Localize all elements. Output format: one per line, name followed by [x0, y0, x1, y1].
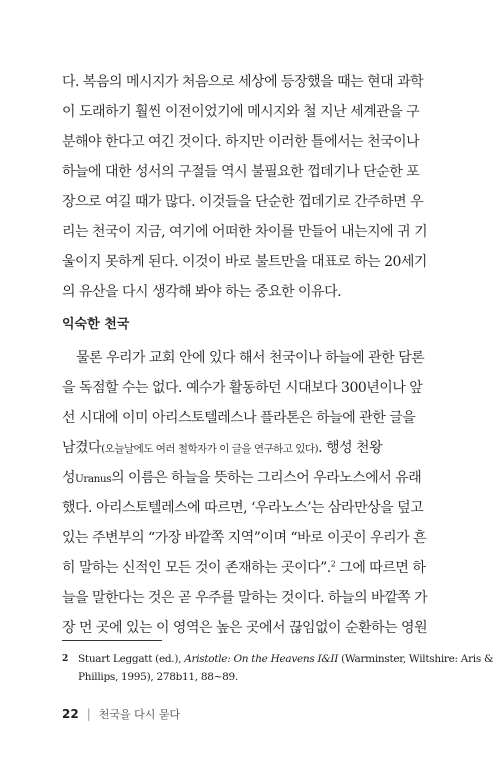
- body-text-line: [62, 471, 438, 485]
- body-text-line: 선 시대에 이미 아리스토텔레스나 플라톤은 하늘에 관한 글을: [62, 410, 416, 426]
- text-span: 남겼다: [62, 440, 102, 456]
- section-heading: 익숙한 천국: [62, 317, 130, 332]
- footer-separator: |: [86, 707, 91, 721]
- body-text-line: 했다. 아리스토텔레스에 따르면, ‘우라노스’는 삼라만상을 덮고: [62, 500, 424, 516]
- body-text-line: 하늘에 대한 성서의 구절들 역시 불필요한 껍데기나 단순한 포: [62, 164, 420, 180]
- body-text-line: 이 도래하기 훨씬 이전이었기에 메시지와 철 지난 세계관을 구: [62, 104, 420, 120]
- body-text-line: 리는 천국이 지금, 여기에 어떠한 차이를 만들어 내는지에 귀 기: [62, 224, 428, 240]
- body-text-line: 물론 우리가 교회 안에 있다 해서 천국이나 하늘에 관한 담론: [76, 350, 425, 366]
- text-span: . 행성 천왕: [318, 440, 383, 456]
- parenthetical-note: (오늘날에도 여러 철학자가 이 글을 연구하고 있다): [101, 443, 319, 455]
- footnote-number: 2: [62, 654, 69, 664]
- running-title: 천국을 다시 묻다: [98, 708, 181, 721]
- footnote-reference[interactable]: 2: [330, 559, 336, 569]
- text-span: 의 이름은 하늘을 뜻하는 그리스어 우라노스에서 유래: [111, 470, 422, 486]
- text-span: (Warminster, Wiltshire: Aris &: [338, 653, 494, 665]
- english-gloss: Uranus: [75, 473, 112, 485]
- footnote-line: Phillips, 1995), 278b11, 88~89.: [78, 671, 238, 683]
- page-number: 22: [62, 707, 79, 721]
- body-text-line: 다. 복음의 메시지가 처음으로 세상에 등장했을 때는 현대 과학: [62, 74, 424, 90]
- body-text-line: 장 먼 곳에 있는 이 영역은 높은 곳에서 끊임없이 순환하는 영원: [62, 620, 428, 636]
- body-text-line: 분해야 한다고 여긴 것이다. 하지만 이러한 틀에서는 천국이나: [62, 134, 420, 150]
- text-span: 히 말하는 신적인 모든 것이 존재하는 곳이다”.: [62, 560, 331, 576]
- body-text-line: 을 독점할 수는 없다. 예수가 활동하던 시대보다 300년이나 앞: [62, 380, 423, 396]
- text-span: 성: [62, 470, 76, 486]
- body-text-line: 장으로 여길 때가 많다. 이것들을 단순한 껍데기로 간주하면 우: [62, 194, 424, 210]
- page-footer: [62, 708, 180, 720]
- body-text-line: 늘을 말한다는 것은 곧 우주를 말하는 것이다. 하늘의 바깥쪽 가: [62, 590, 428, 606]
- body-text-line: 있는 주변부의 “가장 바깥쪽 지역”이며 “바로 이곳이 우리가 흔: [62, 530, 427, 546]
- text-span: Stuart Leggatt (ed.),: [78, 653, 185, 665]
- footnote-divider: [62, 640, 162, 641]
- body-text-line: 의 유산을 다시 생각해 봐야 하는 중요한 이유다.: [62, 284, 342, 300]
- text-span: 그에 따르면 하: [335, 560, 426, 576]
- body-text-line: 울이지 못하게 된다. 이것이 바로 불트만을 대표로 하는 20세기: [62, 254, 427, 270]
- body-text-line: [62, 441, 438, 455]
- body-text-line: [62, 561, 438, 575]
- footnote-line: [78, 654, 493, 665]
- book-title: Aristotle: On the Heavens I&II: [184, 653, 339, 665]
